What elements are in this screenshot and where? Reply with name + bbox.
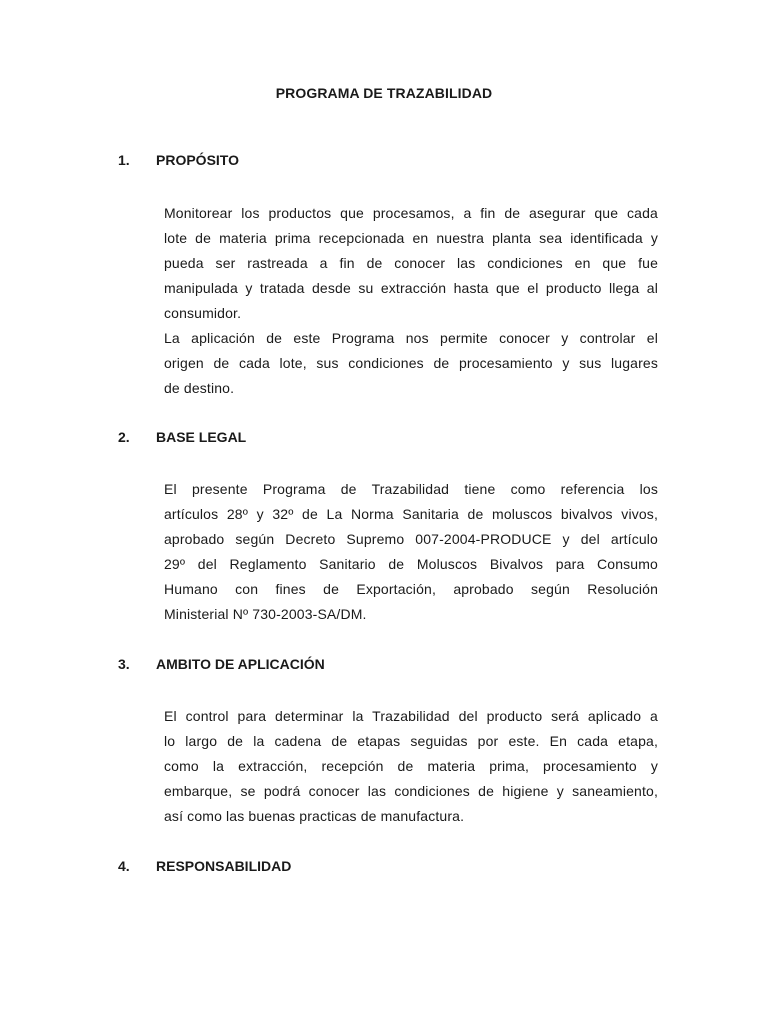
- section-heading-responsabilidad: [118, 858, 291, 874]
- paragraph-line: Monitorear los productos que procesamos, a fin de asegurar que cada: [164, 205, 658, 221]
- paragraph-line: El presente Programa de Trazabilidad tiene como referencia los: [164, 481, 658, 497]
- paragraph-line: aprobado según Decreto Supremo 007-2004-PRODUCE y del artículo: [164, 531, 658, 547]
- section-heading-base-legal: [118, 429, 246, 445]
- paragraph-line: consumidor.: [164, 305, 242, 321]
- section-number: 4.: [118, 858, 130, 874]
- document-title: PROGRAMA DE TRAZABILIDAD: [275, 85, 493, 101]
- section-number: 1.: [118, 152, 130, 168]
- paragraph-line: manipulada y tratada desde su extracción hasta que el producto llega al: [164, 280, 658, 296]
- section-number: 2.: [118, 429, 130, 445]
- paragraph-line: Ministerial Nº 730-2003-SA/DM.: [164, 606, 367, 622]
- paragraph-line: pueda ser rastreada a fin de conocer las condiciones en que fue: [164, 255, 658, 271]
- paragraph-line: 29º del Reglamento Sanitario de Moluscos Bivalvos para Consumo: [164, 556, 658, 572]
- section-title: PROPÓSITO: [156, 152, 239, 168]
- section-heading-ambito: [118, 656, 325, 672]
- paragraph-proposito-1: [164, 201, 658, 326]
- paragraph-base-legal: [164, 477, 658, 627]
- section-heading-proposito: [118, 152, 239, 168]
- paragraph-line: como la extracción, recepción de materia prima, procesamiento y: [164, 758, 658, 774]
- section-number: 3.: [118, 656, 130, 672]
- paragraph-line: embarque, se podrá conocer las condiciones de higiene y saneamiento,: [164, 783, 658, 799]
- section-title: BASE LEGAL: [156, 429, 247, 445]
- paragraph-line: El control para determinar la Trazabilidad del producto será aplicado a: [164, 708, 658, 724]
- paragraph-line: lo largo de la cadena de etapas seguidas por este. En cada etapa,: [164, 733, 658, 749]
- paragraph-proposito-2: [164, 326, 658, 401]
- section-title: RESPONSABILIDAD: [156, 858, 292, 874]
- paragraph-line: origen de cada lote, sus condiciones de procesamiento y sus lugares: [164, 355, 658, 371]
- paragraph-ambito: [164, 704, 658, 829]
- paragraph-line: lote de materia prima recepcionada en nuestra planta sea identificada y: [164, 230, 658, 246]
- paragraph-line: de destino.: [164, 380, 235, 396]
- paragraph-line: Humano con fines de Exportación, aprobado según Resolución: [164, 581, 658, 597]
- paragraph-line: La aplicación de este Programa nos permite conocer y controlar el: [164, 330, 658, 346]
- paragraph-line: así como las buenas practicas de manufactura.: [164, 808, 465, 824]
- section-title: AMBITO DE APLICACIÓN: [156, 656, 325, 672]
- paragraph-line: artículos 28º y 32º de La Norma Sanitaria de moluscos bivalvos vivos,: [164, 506, 658, 522]
